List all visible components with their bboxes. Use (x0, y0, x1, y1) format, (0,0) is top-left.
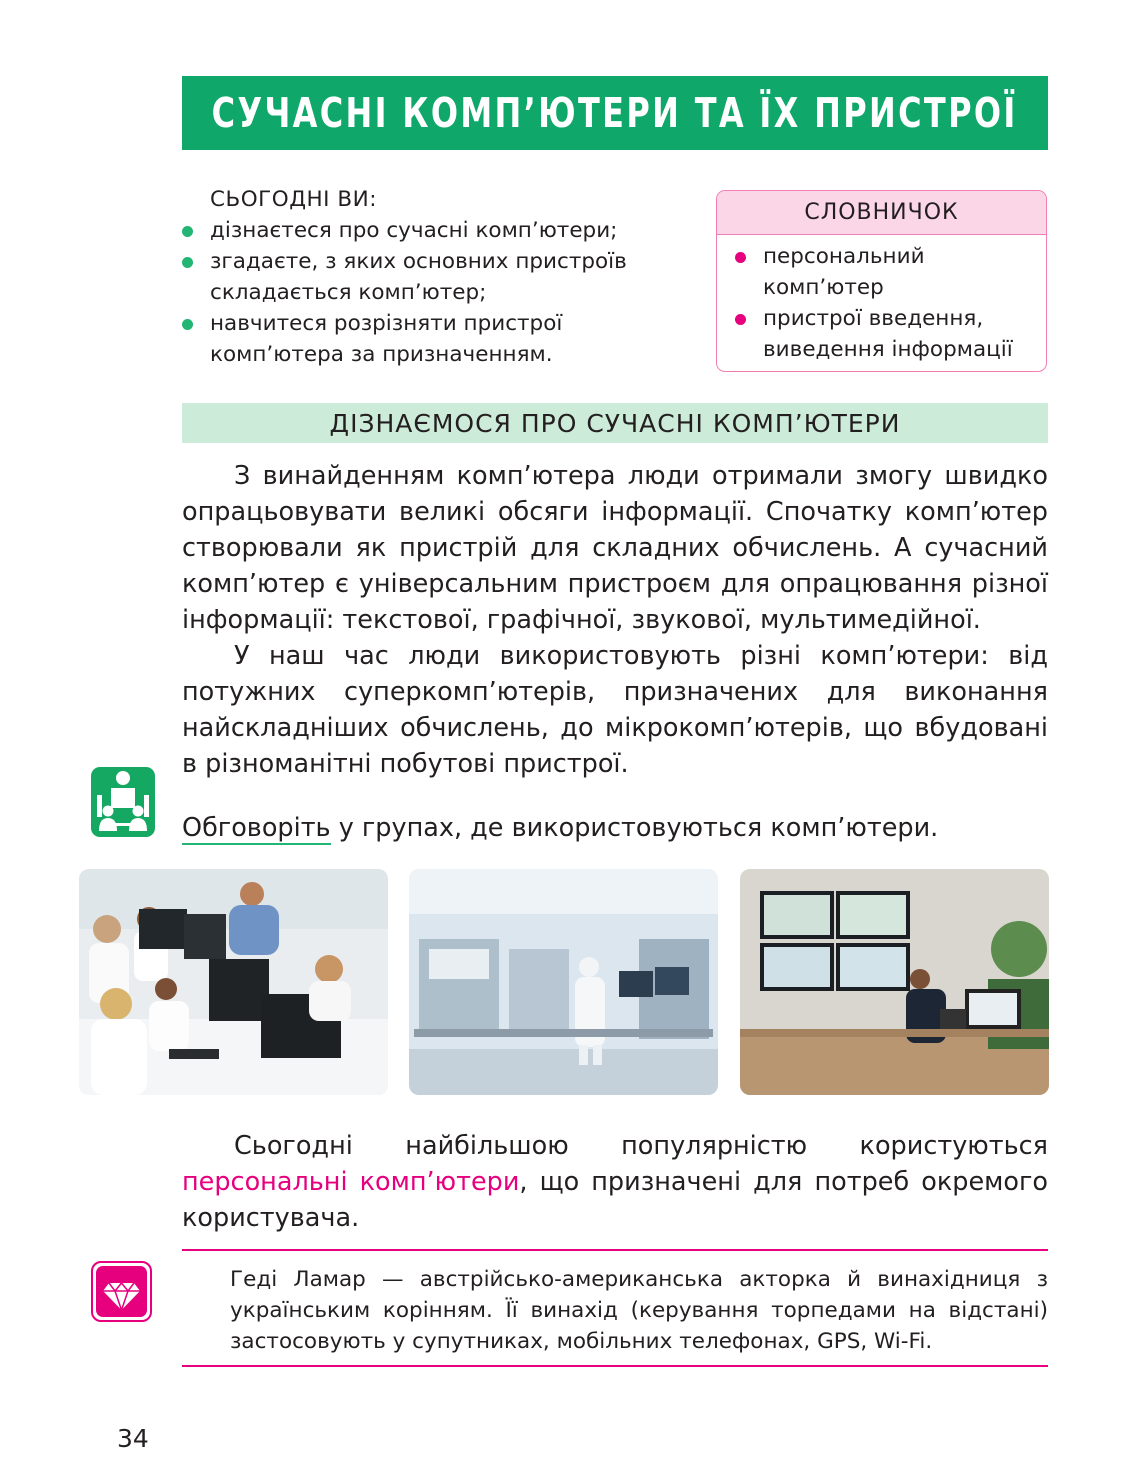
photo-monitoring-room (740, 869, 1049, 1095)
glossary-term: персональний комп’ютер (735, 241, 1046, 303)
goal-item: навчитеся розрізняти пристрої комп’ютера за призначенням. (182, 308, 702, 370)
lesson-title-banner (182, 76, 1048, 150)
photo-computer-classroom (79, 869, 388, 1095)
today-you-block (182, 184, 702, 370)
lesson-title: СУЧАСНІ КОМП’ЮТЕРИ ТА ЇХ ПРИСТРОЇ (212, 89, 1018, 137)
bullet-icon (182, 226, 193, 237)
diamond-icon (91, 1261, 152, 1322)
group-discussion-icon (91, 767, 155, 837)
fact-top-rule (182, 1249, 1048, 1251)
today-heading: СЬОГОДНІ ВИ: (210, 187, 377, 212)
bullet-icon (735, 314, 746, 325)
discussion-verb: Обговоріть (182, 813, 331, 843)
photo-laboratory (409, 869, 718, 1095)
paragraph-personal-computers: Сьогодні найбільшою популярністю користуються персональні комп’ютери, що призначені для потреб окремого користувача. (182, 1131, 1048, 1233)
glossary-term-highlight: персональні комп’ютери (182, 1167, 520, 1197)
paragraph-types: У наш час люди використовують різні комп’ютери: від потужних суперкомп’ютерів, призначених для виконання найскладніших обчислень, до мікрокомп’ютерів, що вбудовані в різноманітні побутові пристрої. (182, 641, 1048, 779)
bullet-icon (182, 319, 193, 330)
discussion-task: Обговоріть у групах, де використовуються комп’ютери. (182, 813, 939, 843)
glossary-list (717, 235, 1046, 365)
page-number: 34 (117, 1424, 149, 1453)
paragraph-intro: З винайденням комп’ютера люди отримали змогу швидко опрацьовувати великі обсяги інформації. Спочатку комп’ютер створювали як пристрій для складних обчислень. А сучасний комп’ютер є універсальним пристроєм для опрацювання різної інформації: текстової, графічної, звукової, мультимедійної. (182, 461, 1048, 635)
glossary-term: пристрої введення, виведення інформації (735, 303, 1046, 365)
goal-item: дізнаєтеся про сучасні комп’ютери; (182, 215, 702, 246)
fact-text: Геді Ламар — австрійсько-американська акторка й винахідниця з українським корінням. Її винахід (керування торпедами на відстані) застосовують у супутниках, мобільних телефонах, GPS, Wi-Fi. (230, 1267, 1048, 1354)
glossary-title: СЛОВНИЧОК (717, 191, 1046, 235)
fact-bottom-rule (182, 1365, 1048, 1367)
bullet-icon (182, 257, 193, 268)
glossary-box (716, 190, 1047, 372)
goal-item: згадаєте, з яких основних пристроїв складається комп’ютер; (182, 246, 702, 308)
bullet-icon (735, 252, 746, 263)
section-header: ДІЗНАЄМОСЯ ПРО СУЧАСНІ КОМП’ЮТЕРИ (182, 403, 1048, 443)
